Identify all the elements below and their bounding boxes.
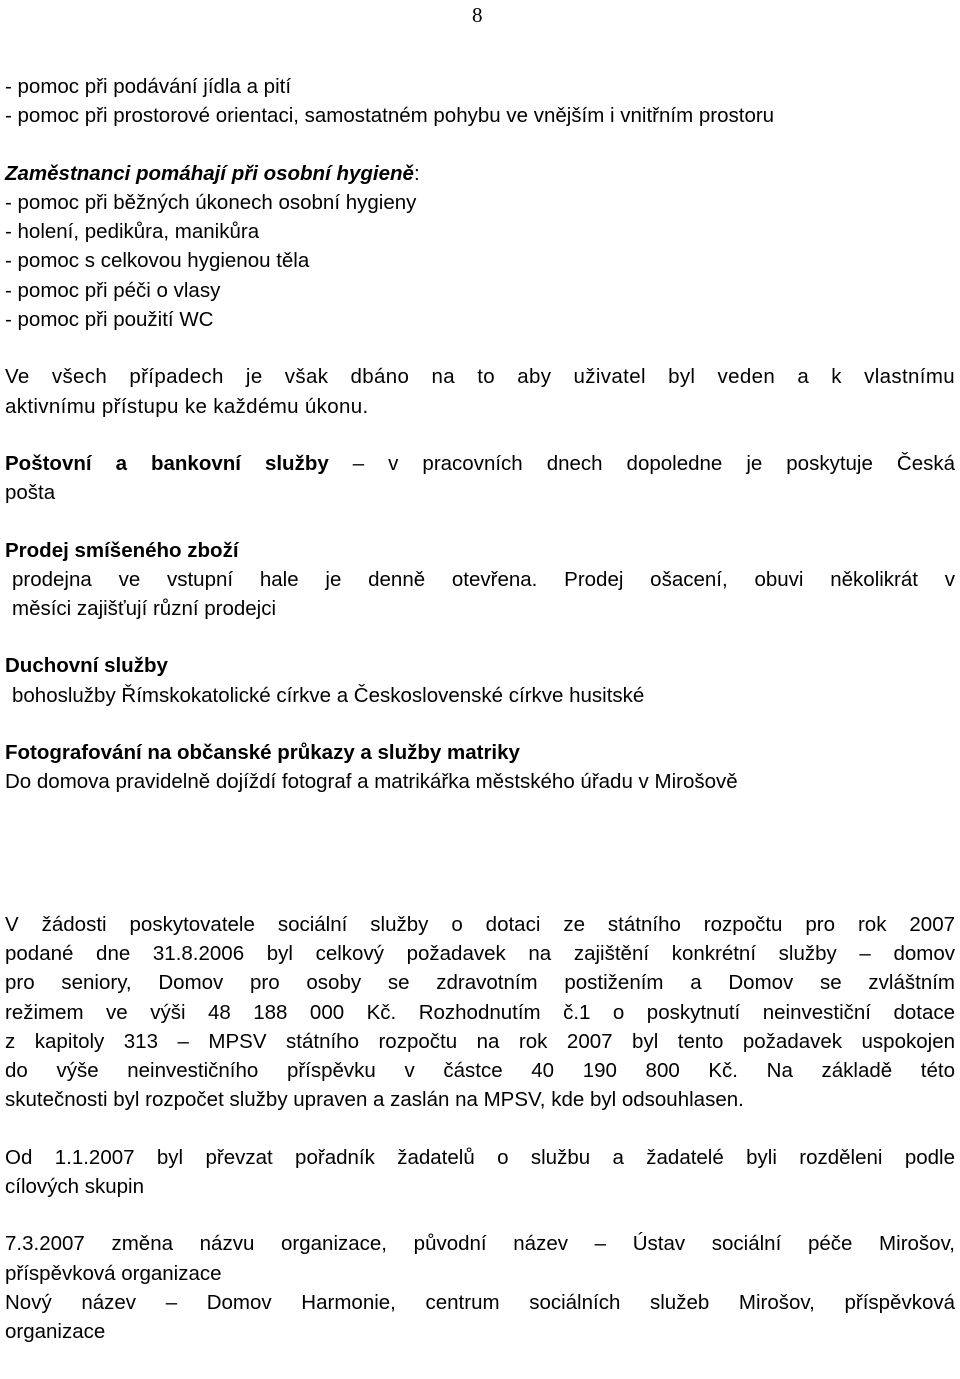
paragraph-line: skutečnosti byl rozpočet služby upraven a zaslán na MPSV, kde byl odsouhlasen. (5, 1088, 744, 1112)
photo-heading: Fotografování na občanské průkazy a služby matriky (5, 741, 520, 765)
intro-list (5, 72, 955, 131)
paragraph-line: organizace (5, 1320, 106, 1344)
approach-paragraph (5, 362, 955, 421)
post-text: – v pracovních dnech dopoledne je poskytuje Česká (328, 451, 955, 475)
photo-section (5, 738, 955, 797)
list-item: - pomoc při použití WC (5, 308, 214, 332)
spiritual-section (5, 651, 955, 710)
paragraph-line: příspěvková organizace (5, 1261, 222, 1285)
paragraph-line: prodejna ve vstupní hale je denně otevřena. Prodej ošacení, obuvi několikrát v (12, 567, 955, 591)
paragraph-line: aktivnímu přístupu ke každému úkonu. (5, 394, 369, 418)
paragraph-line: z kapitoly 313 – MPSV státního rozpočtu na rok 2007 byl tento požadavek uspokojen (5, 1029, 955, 1053)
list-item: - pomoc s celkovou hygienou těla (5, 249, 310, 273)
hygiene-heading: Zaměstnanci pomáhají při osobní hygieně (5, 161, 414, 185)
shop-paragraph (5, 565, 955, 624)
spiritual-text: bohoslužby Římskokatolické církve a Československé církve husitské (12, 683, 645, 707)
paragraph-line: Ve všech případech je však dbáno na to aby uživatel byl veden a k vlastnímu (5, 365, 955, 389)
post-section (5, 449, 955, 508)
paragraph-line: V žádosti poskytovatele sociální služby o dotaci ze státního rozpočtu pro rok 2007 (5, 912, 955, 936)
list-item: - pomoc při podávání jídla a pití (5, 75, 292, 98)
paragraph-line: měsíci zajišťují různí prodejci (12, 597, 277, 621)
hygiene-section (5, 159, 955, 335)
list-item: - pomoc při běžných úkonech osobní hygieny (5, 190, 417, 214)
spiritual-heading: Duchovní služby (5, 654, 168, 678)
paragraph-line: do výše neinvestičního příspěvku v částce 40 190 800 Kč. Na základě této (5, 1059, 955, 1083)
hygiene-heading-line (5, 159, 955, 188)
shop-heading: Prodej smíšeného zboží (5, 538, 239, 562)
list-item: - pomoc při péči o vlasy (5, 278, 221, 302)
paragraph-line: 7.3.2007 změna názvu organizace, původní název – Ústav sociální péče Mirošov, (5, 1232, 955, 1256)
post-line (5, 449, 955, 478)
paragraph-line: pro seniory, Domov pro osoby se zdravotním postižením a Domov se zvláštním (5, 971, 955, 995)
page-number: 8 (472, 3, 483, 27)
shop-section (5, 536, 955, 624)
document-body (5, 72, 955, 1347)
paragraph-line: Od 1.1.2007 byl převzat pořadník žadatelů o službu a žadatelé byli rozděleni podle (5, 1145, 955, 1169)
list-item: - holení, pedikůra, manikůra (5, 220, 260, 244)
funding-paragraph (5, 910, 955, 1115)
paragraph-line: cílových skupin (5, 1175, 145, 1199)
register-paragraph (5, 1143, 955, 1202)
rename-paragraph (5, 1229, 955, 1346)
paragraph-line: režimem ve výši 48 188 000 Kč. Rozhodnutím č.1 o poskytnutí neinvestiční dotace (5, 1000, 955, 1024)
photo-text: Do domova pravidelně dojíždí fotograf a matrikářka městského úřadu v Mirošově (5, 770, 738, 794)
paragraph-line: podané dne 31.8.2006 byl celkový požadavek na zajištění konkrétní služby – domov (5, 941, 955, 965)
paragraph-line: Nový název – Domov Harmonie, centrum sociálních služeb Mirošov, příspěvková (5, 1290, 955, 1314)
list-item: - pomoc při prostorové orientaci, samostatném pohybu ve vnějším i vnitřním prostoru (5, 104, 775, 128)
post-line: pošta (5, 481, 56, 505)
post-heading: Poštovní a bankovní služby (5, 451, 329, 475)
hygiene-heading-suffix: : (413, 161, 420, 185)
